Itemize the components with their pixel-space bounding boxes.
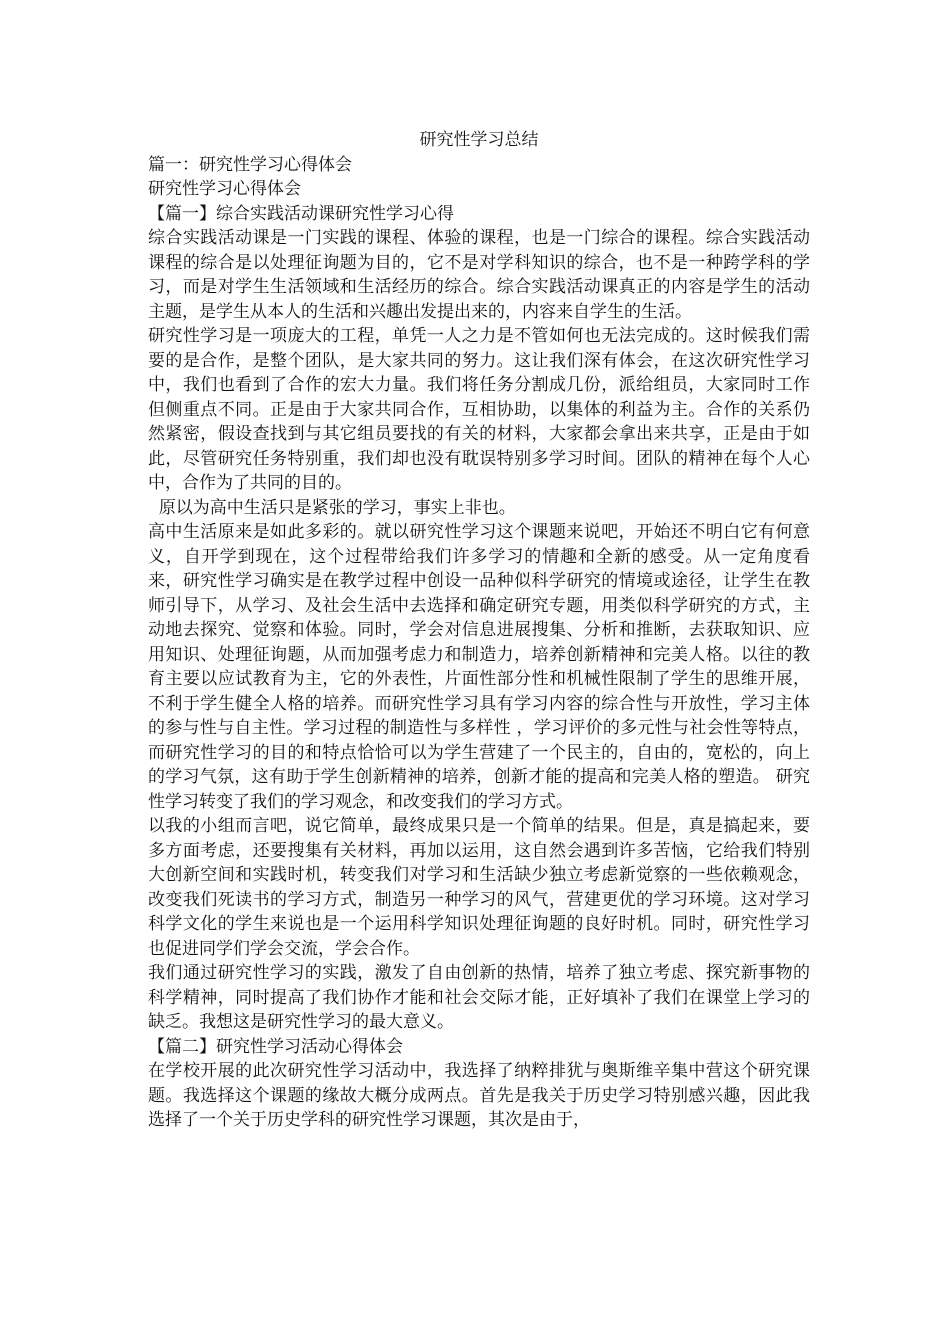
paragraph: 我们通过研究性学习的实践，激发了自由创新的热情，培养了独立考虑、探究新事物的科学精神，同时提高了我们协作才能和社会交际才能，正好填补了我们在课堂上学习的缺乏。我想这是研究性学习的最大意义。 <box>148 963 810 1032</box>
section-title-one: 【篇一】综合实践活动课研究性学习心得 <box>148 203 454 224</box>
paragraph: 原以为高中生活只是紧张的学习，事实上非也。 <box>148 497 516 518</box>
paragraph: 在学校开展的此次研究性学习活动中，我选择了纳粹排犹与奥斯维辛集中营这个研究课题。我选择这个课题的缘故大概分成两点。首先是我关于历史学习特别感兴趣，因此我选择了一个关于历史学科的研究性学习课题，其次是由于， <box>148 1061 810 1130</box>
heading-part-one: 篇一：研究性学习心得体会 <box>148 154 352 175</box>
section-title-two: 【篇二】研究性学习活动心得体会 <box>148 1036 403 1057</box>
paragraph: 综合实践活动课是一门实践的课程、体验的课程，也是一门综合的课程。综合实践活动课程的综合是以处理征询题为目的，它不是对学科知识的综合，也不是一种跨学科的学习，而是对学生生活领域和生活经历的综合。综合实践活动课真正的内容是学生的活动主题，是学生从本人的生活和兴趣出发提出来的，内容来自学生的生活。 <box>148 228 810 322</box>
heading-subtitle: 研究性学习心得体会 <box>148 179 301 199</box>
paragraph: 高中生活原来是如此多彩的。就以研究性学习这个课题来说吧，开始还不明白它有何意义，自开学到现在，这个过程带给我们许多学习的情趣和全新的感受。从一定角度看来，研究性学习确实是在教学过程中创设一品种似科学研究的情境或途径，让学生在教师引导下，从学习、及社会生活中去选择和确定研究专题，用类似科学研究的方式，主动地去探究、觉察和体验。同时，学会对信息进展搜集、分析和推断，去获取知识、应用知识、处理征询题，从而加强考虑力和制造力，培养创新精神和完美人格。以往的教育主要以应试教育为主，它的外表性，片面性部分性和机械性限制了学生的思维开展，不利于学生健全人格的培养。而研究性学习具有学习内容的综合性与开放性，学习主体的参与性与自主性。学习过程的制造性与多样性 ，学习评价的多元性与社会性等特点，而研究性学习的目的和特点恰恰可以为学生营建了一个民主的，自由的，宽松的，向上的学习气氛，这有助于学生创新精神的培养，创新才能的提高和完美人格的塑造。 研究性学习转变了我们的学习观念，和改变我们的学习方式。 <box>148 522 810 812</box>
document-page <box>148 128 810 1133</box>
document-title: 研究性学习总结 <box>419 130 539 150</box>
paragraph: 以我的小组而言吧，说它简单，最终成果只是一个简单的结果。但是，真是搞起来，要多方面考虑，还要搜集有关材料，再加以运用，这自然会遇到许多苦恼，它给我们特别大创新空间和实践时机，转变我们对学习和生活缺少独立考虑新觉察的一些依赖观念，改变我们死读书的学习方式，制造另一种学习的风气，营建更优的学习环境。这对学习科学文化的学生来说也是一个运用科学知识处理征询题的良好时机。同时，研究性学习也促进同学们学会交流，学会合作。 <box>148 816 810 959</box>
paragraph: 研究性学习是一项庞大的工程，单凭一人之力是不管如何也无法完成的。这时候我们需要的是合作，是整个团队，是大家共同的努力。这让我们深有体会，在这次研究性学习中，我们也看到了合作的宏大力量。我们将任务分割成几份，派给组员，大家同时工作但侧重点不同。正是由于大家共同合作，互相协助，以集体的利益为主。合作的关系仍然紧密，假设查找到与其它组员要找的有关的材料，大家都会拿出来共享，正是由于如此，尽管研究任务特别重，我们却也没有耽误特别多学习时间。团队的精神在每个人心中，合作为了共同的目的。 <box>148 326 810 493</box>
